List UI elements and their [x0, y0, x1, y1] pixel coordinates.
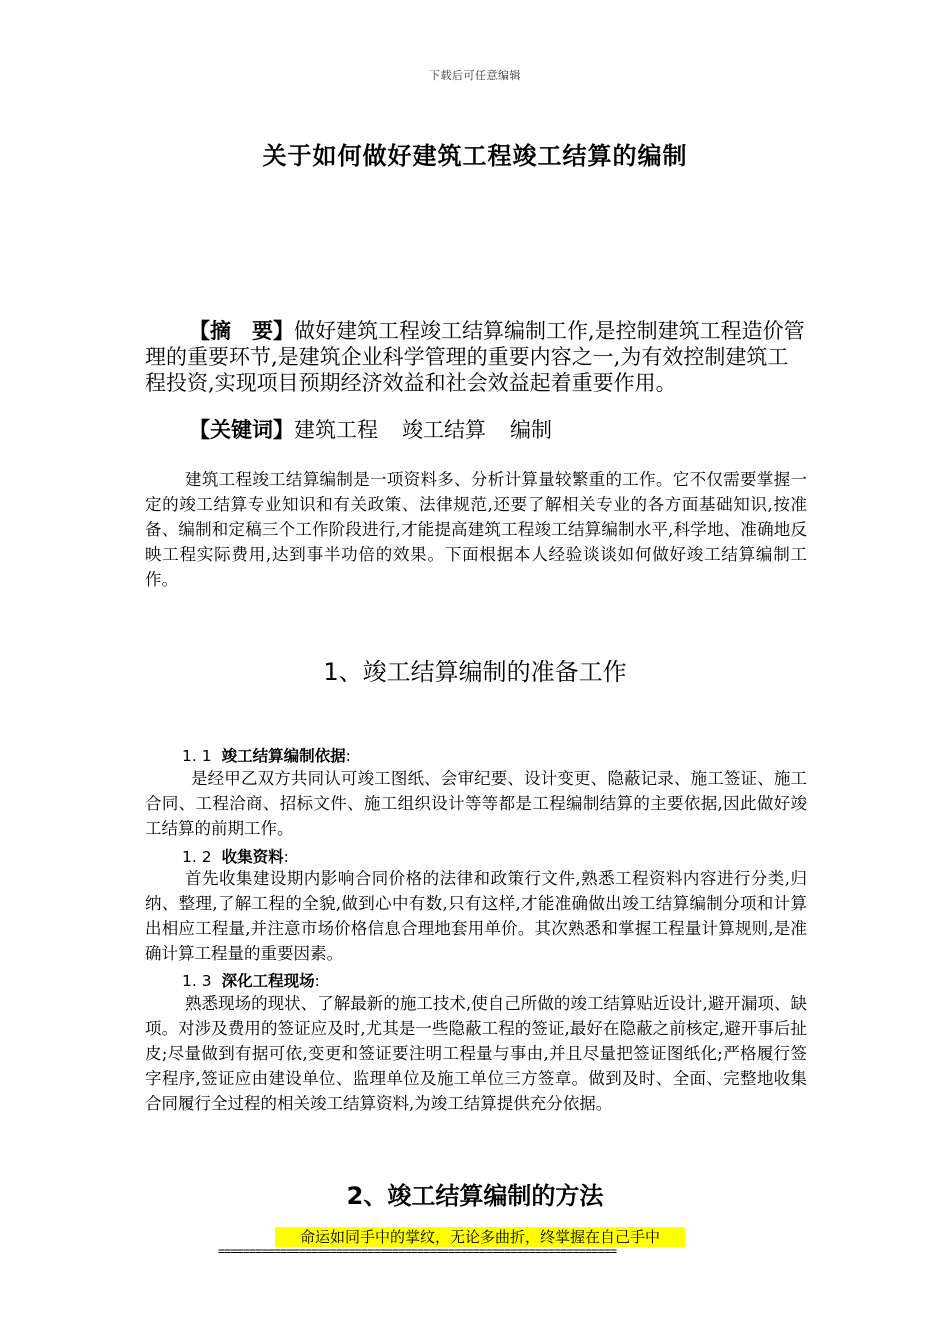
- subsection-heading-1-1: [182, 744, 351, 766]
- abstract-label: 【摘 要】: [189, 319, 294, 343]
- subsection-label: 竣工结算编制依据: [221, 747, 346, 765]
- subsection-paragraph-1-1: 是经甲乙双方共同认可竣工图纸、会审纪要、设计变更、隐蔽记录、施工签证、施工合同、工程洽商、招标文件、施工组织设计等等都是工程编制结算的主要依据,因此做好竣工结算的前期工作。: [145, 769, 807, 838]
- subsection-number: 1. 1: [182, 747, 212, 765]
- subsection-heading-1-3: [182, 969, 320, 991]
- subsection-paragraph-1-3: 熟悉现场的现状、了解最新的施工技术,使自己所做的竣工结算贴近设计,避开漏项、缺项。对涉及费用的签证应及时,尤其是一些隐蔽工程的签证,最好在隐蔽之前核定,避开事后扯皮;尽量做到有据可依,变更和签证要注明工程量与事由,并且尽量把签证图纸化;严格履行签字程序,签证应由建设单位、监理单位及施工单位三方签章。做到及时、全面、完整地收集合同履行全过程的相关竣工结算资料,为竣工结算提供充分依据。: [145, 994, 807, 1113]
- subsection-paragraph-1-2: 首先收集建设期内影响合同价格的法律和政策行文件,熟悉工程资料内容进行分类,归纳、整理,了解工程的全貌,做到心中有数,只有这样,才能准确做出竣工结算编制分项和计算出相应工程量,并注意市场价格信息合理地套用单价。其次熟悉和掌握工程量计算规则,是准确计算工程量的重要因素。: [145, 869, 807, 963]
- subsection-number: 1. 2: [182, 848, 212, 866]
- subsection-suffix: :: [314, 972, 320, 990]
- keyword-item: 编制: [510, 418, 552, 442]
- intro-paragraph: 建筑工程竣工结算编制是一项资料多、分析计算量较繁重的工作。它不仅需要掌握一定的竣工结算专业知识和有关政策、法律规范,还要了解相关专业的各方面基础知识,按准备、编制和定稿三个工作阶段进行,才能提高建筑工程竣工结算编制水平,科学地、准确地反映工程实际费用,达到事半功倍的效果。下面根据本人经验谈谈如何做好竣工结算编制工作。: [145, 470, 807, 589]
- keyword-item: 建筑工程: [294, 418, 378, 442]
- subsection-number: 1. 3: [182, 972, 212, 990]
- section-heading-1: 1、竣工结算编制的准备工作: [323, 658, 627, 686]
- abstract-paragraph: [145, 318, 805, 396]
- subsection-label: 收集资料: [221, 848, 284, 866]
- keywords-label: 【关键词】: [189, 418, 294, 442]
- keyword-item: 竣工结算: [402, 418, 486, 442]
- footer-quote-highlight: 命运如同手中的掌纹，无论多曲折，终掌握在自己手中: [275, 1227, 685, 1247]
- header-note: 下载后可任意编辑: [429, 69, 521, 82]
- abstract-text: 做好建筑工程竣工结算编制工作,是控制建筑工程造价管理的重要环节,是建筑企业科学管理的重要内容之一,为有效控制建筑工程投资,实现项目预期经济效益和社会效益起着重要作用。: [145, 319, 805, 395]
- keywords-line: [145, 417, 805, 443]
- subsection-suffix: :: [345, 747, 351, 765]
- footer-divider: ================================================================: [218, 1244, 617, 1258]
- document-title: 关于如何做好建筑工程竣工结算的编制: [262, 142, 688, 170]
- subsection-suffix: :: [283, 848, 289, 866]
- section-heading-2: 2、竣工结算编制的方法: [346, 1182, 604, 1210]
- subsection-heading-1-2: [182, 845, 289, 867]
- subsection-label: 深化工程现场: [221, 972, 315, 990]
